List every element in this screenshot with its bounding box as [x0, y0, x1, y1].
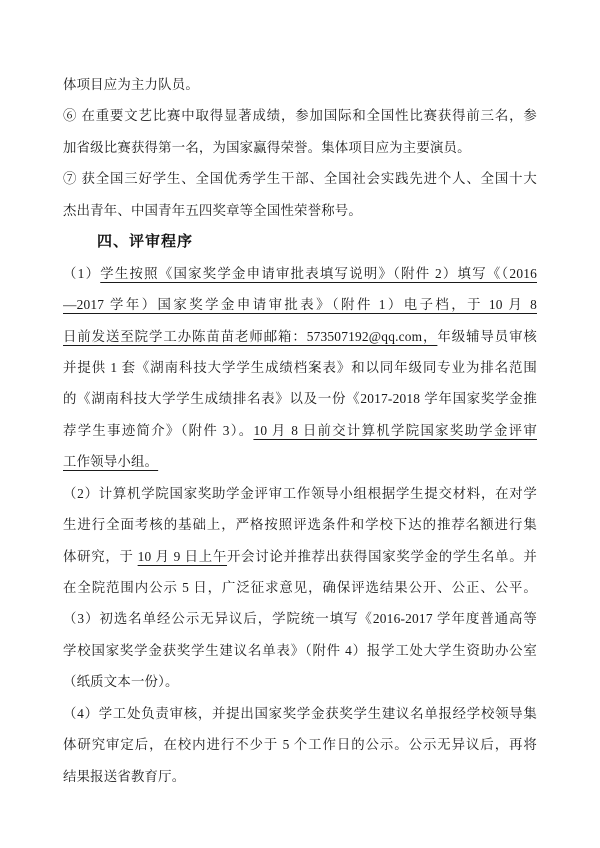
- text-segment: 学校国家奖学金获奖学生建议名单表》（附件 4）报学工处大学生资助办公室: [63, 642, 537, 658]
- text-segment: 加省级比赛获得第一名，为国家赢得荣誉。集体项目应为主要演员。: [63, 139, 471, 155]
- text-line: [63, 509, 537, 540]
- underlined-text: 学生按照《国家奖学金申请审批表填写说明》（附件 2）填写《（2016: [100, 265, 537, 281]
- list-item-6-text: ⑥ 在重要文艺比赛中取得显著成绩，参加国际和全国性比赛获得前三名，参: [63, 108, 537, 124]
- text-line: [63, 698, 537, 729]
- text-segment: 生进行全面考核的基础上，严格按照评选条件和学校下达的推荐名额进行集: [63, 517, 537, 533]
- text-segment: 并提供 1 套《湖南科技大学学生成绩档案表》和以同年级同专业为排名范围: [63, 359, 537, 375]
- text-segment: 在全院范围内公示 5 日，广泛征求意见，确保评选结果公开、公正、公平。: [63, 580, 537, 595]
- text-segment: 杰出青年、中国青年五四奖章等全国性荣誉称号。: [63, 202, 362, 218]
- text-segment: 体研究，于: [63, 548, 138, 564]
- text-line: [63, 761, 537, 792]
- text-line: [63, 383, 537, 414]
- text-line: [63, 352, 537, 383]
- text-line: [63, 289, 537, 320]
- text-line: [63, 163, 537, 194]
- text-segment: 开会讨论并推荐出获得国家奖学金的学生名单。并: [227, 548, 537, 564]
- text-line: [63, 446, 537, 477]
- underlined-date-text: 10 月 9 日上午: [137, 548, 227, 564]
- document-body: [63, 69, 537, 792]
- text-segment: 荐学生事迹简介》（附件 3）。: [63, 422, 254, 438]
- text-line: [63, 258, 537, 289]
- text-line: [63, 729, 537, 760]
- text-line: [63, 321, 537, 352]
- underlined-deadline-text: 10 月 8 日前交计算机学院国家奖助学金评审: [253, 422, 537, 438]
- text-segment: 结果报送省教育厅。: [63, 768, 186, 784]
- text-line: [63, 635, 537, 666]
- text-segment: 体项目应为主力队员。: [63, 77, 199, 92]
- text-segment: 的《湖南科技大学学生成绩排名表》以及一份《2017-2018 学年国家奖学金推: [63, 391, 537, 407]
- text-segment: 年级辅导员审核: [437, 328, 537, 344]
- underlined-email-text: 日前发送至院学工办陈苗苗老师邮箱：573507192@qq.com，: [63, 328, 438, 344]
- text-line: [63, 132, 537, 163]
- underlined-text: 工作领导小组。: [63, 454, 159, 470]
- text-segment: （纸质文本一份）。: [63, 674, 179, 690]
- text-line: [63, 572, 537, 603]
- list-item-7-text: ⑦ 获全国三好学生、全国优秀学生干部、全国社会实践先进个人、全国十大: [63, 171, 537, 187]
- text-line: [63, 541, 537, 572]
- item-number: （1）: [63, 265, 101, 281]
- text-line: [63, 100, 537, 131]
- text-segment: （2）计算机学院国家奖助学金评审工作领导小组根据学生提交材料，在对学: [63, 485, 537, 501]
- underlined-text: —2017 学年）国家奖学金申请审批表》（附件 1）电子档，于 10 月 8: [63, 297, 537, 313]
- section-heading: [63, 226, 537, 257]
- text-line: [63, 603, 537, 634]
- text-line: [63, 195, 537, 226]
- text-segment: （4）学工处负责审核，并提出国家奖学金获奖学生建议名单报经学校领导集: [63, 705, 537, 721]
- text-line: [63, 415, 537, 446]
- section-heading-text: 四、评审程序: [97, 233, 194, 251]
- text-line: [63, 69, 537, 100]
- text-segment: （3）初选名单经公示无异议后，学院统一填写《2016-2017 学年度普通高等: [63, 611, 537, 627]
- text-segment: 体研究审定后，在校内进行不少于 5 个工作日的公示。公示无异议后，再将: [63, 737, 537, 753]
- text-line: [63, 666, 537, 697]
- text-line: [63, 478, 537, 509]
